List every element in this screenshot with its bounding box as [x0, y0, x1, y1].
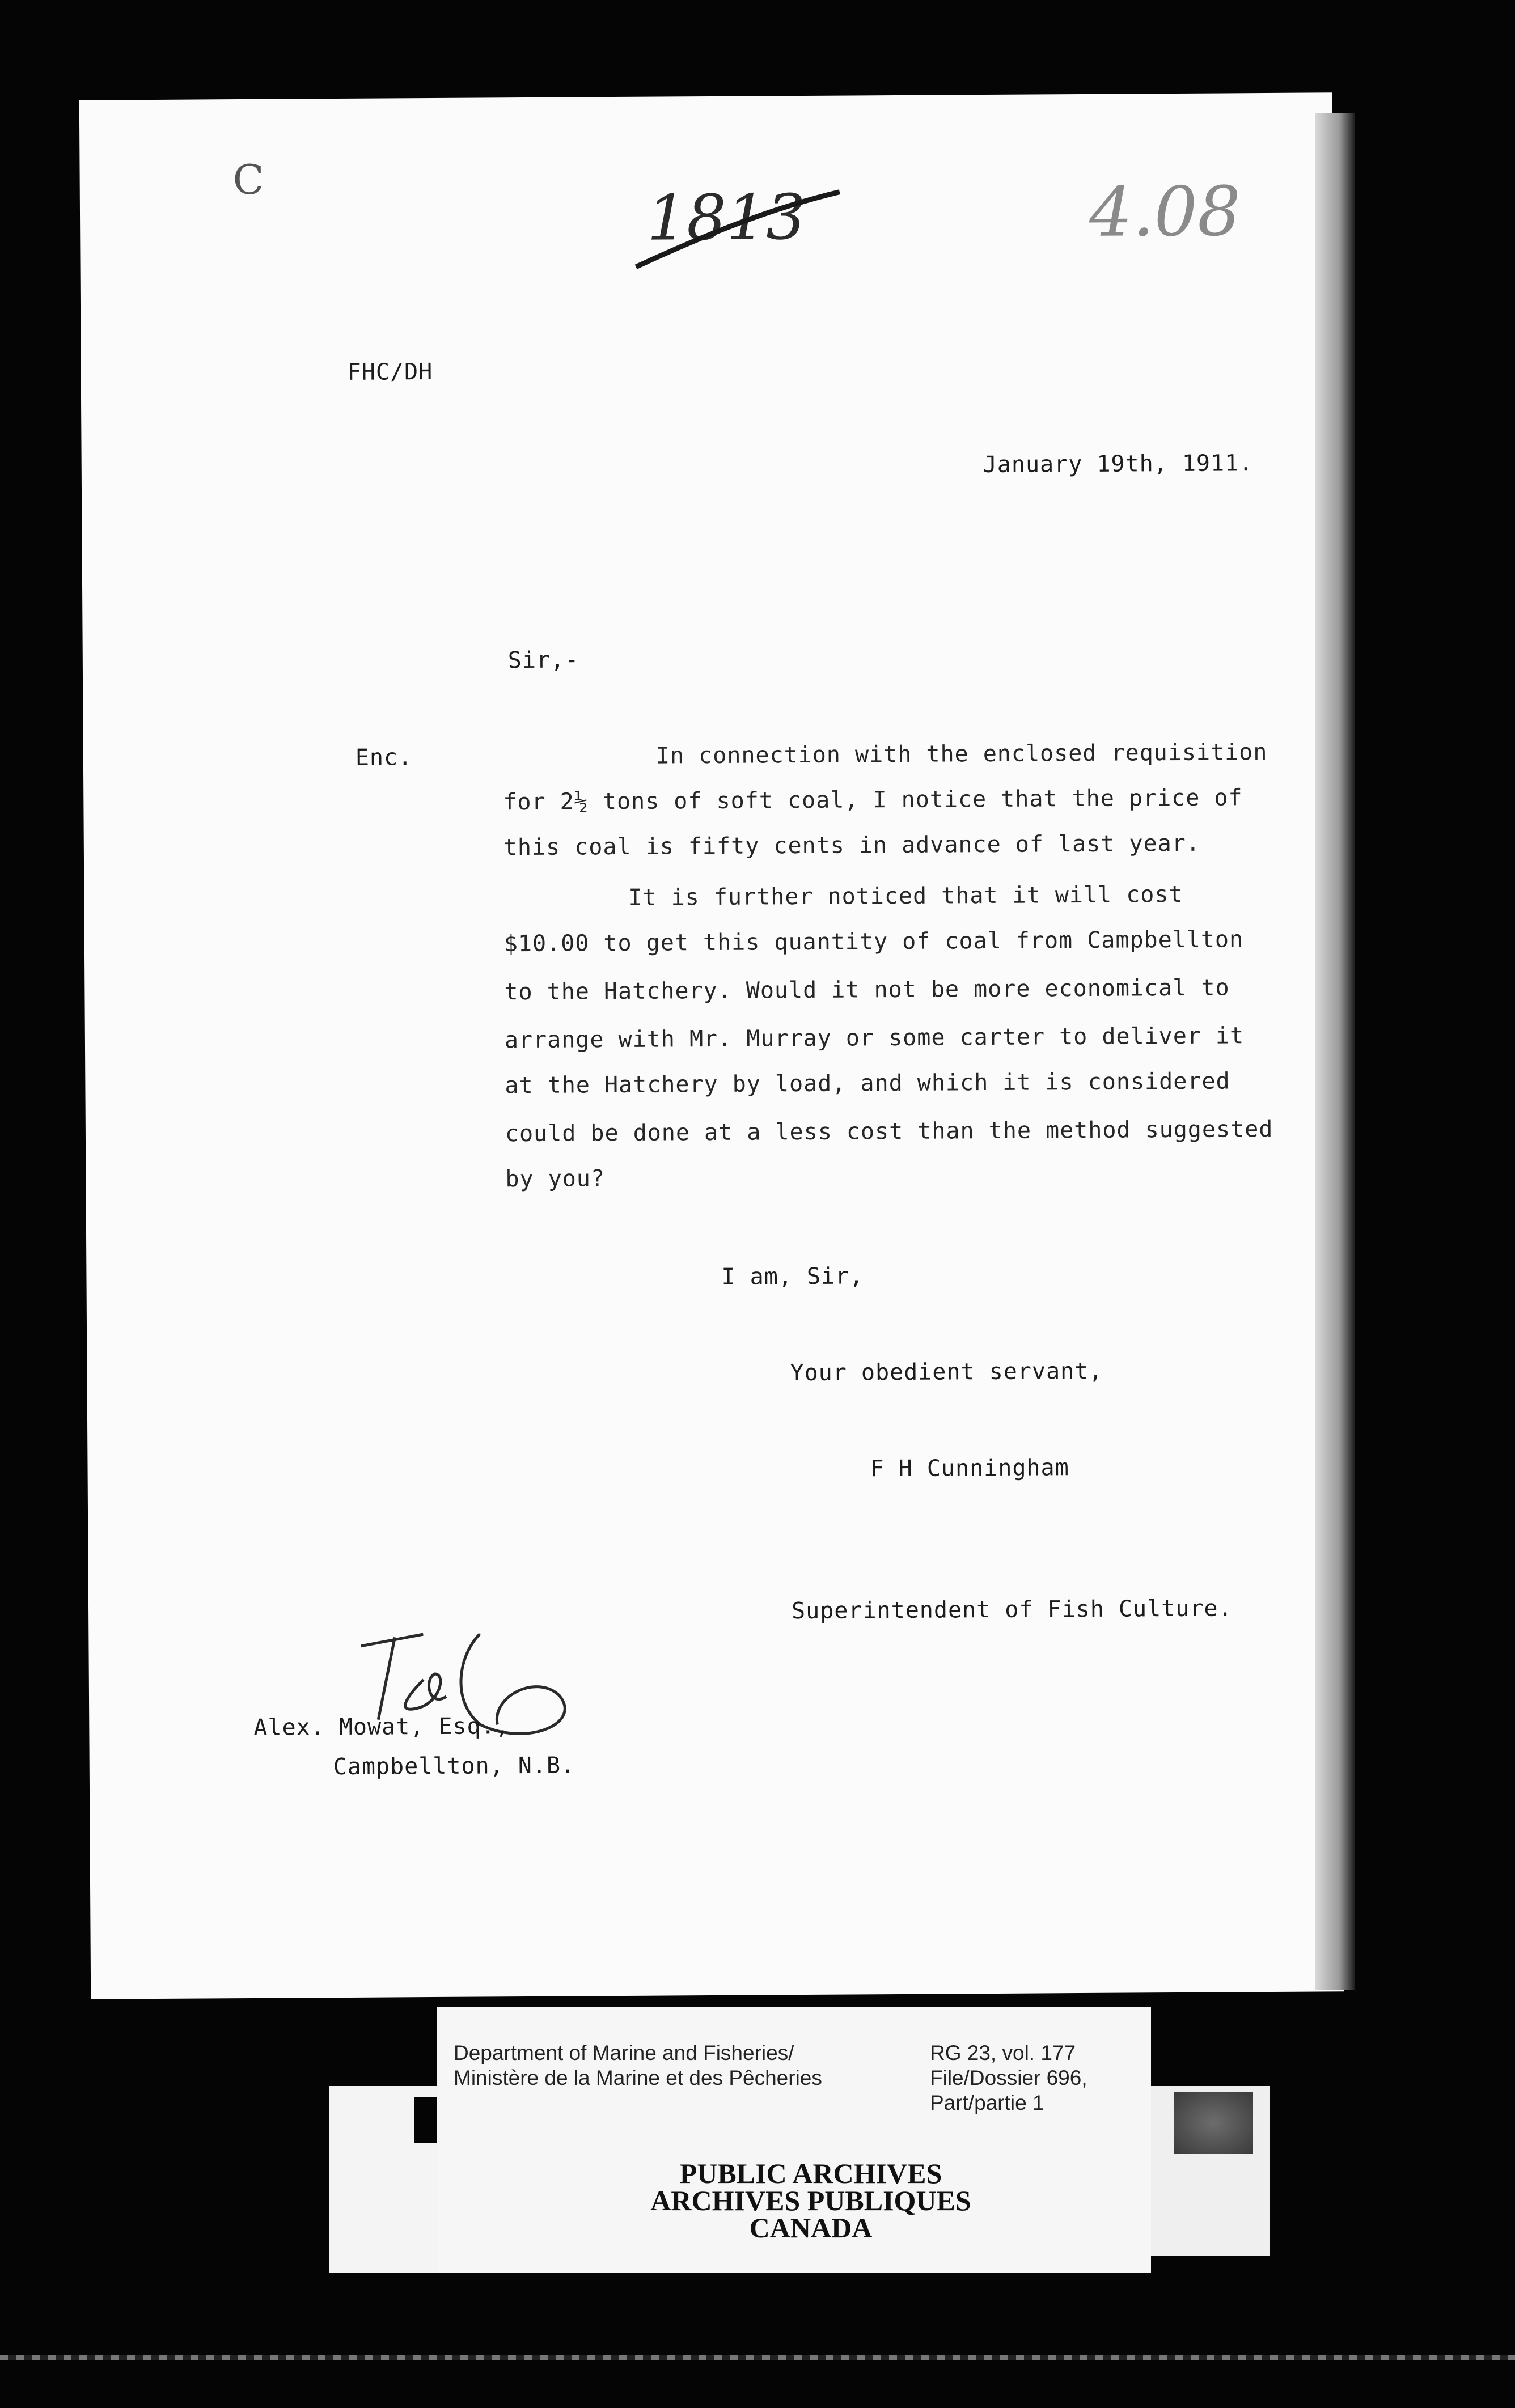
- label-card-notch: [414, 2097, 437, 2143]
- pencil-number: 4.08: [1089, 172, 1241, 252]
- body-line: at the Hatchery by load, and which it is considered: [505, 1068, 1230, 1099]
- archives-line-2: ARCHIVES PUBLIQUES: [650, 2185, 971, 2216]
- signer-title: Superintendent of Fish Culture.: [791, 1595, 1233, 1625]
- signer-name: F H Cunningham: [870, 1455, 1069, 1482]
- archives-line-3: CANADA: [749, 2212, 873, 2244]
- body-line: to the Hatchery. Would it not be more economical to: [504, 974, 1230, 1006]
- record-group: RG 23, vol. 177: [930, 2041, 1076, 2064]
- body-line: by you?: [505, 1165, 606, 1193]
- mark-c: C: [232, 155, 265, 204]
- page-edge-shadow: [1315, 113, 1355, 1990]
- strike-line: [630, 186, 846, 278]
- body-line: It is further noticed that it will cost: [628, 881, 1183, 911]
- film-edge-strip: [0, 2355, 1515, 2360]
- body-line: this coal is fifty cents in advance of last year.: [503, 830, 1201, 861]
- crossed-number-text: 1813: [646, 180, 806, 255]
- letter-date: January 19th, 1911.: [983, 450, 1254, 478]
- department-french: Ministère de la Marine et des Pêcheries: [454, 2066, 822, 2089]
- body-line: could be done at a less cost than the method suggested: [505, 1116, 1273, 1147]
- crossed-number: [647, 181, 806, 255]
- archives-line-1: PUBLIC ARCHIVES: [679, 2157, 942, 2189]
- closing: I am, Sir,: [721, 1263, 864, 1290]
- body-line: $10.00 to get this quantity of coal from Campbellton: [503, 926, 1244, 957]
- label-card-tab: [1174, 2092, 1253, 2154]
- body-line: In connection with the enclosed requisition: [655, 739, 1268, 769]
- addressee-place: Campbellton, N.B.: [333, 1752, 575, 1780]
- addressee-name: Alex. Mowat, Esq.,: [253, 1713, 510, 1741]
- enclosure-note: Enc.: [355, 744, 413, 771]
- file-dossier: File/Dossier 696,: [930, 2066, 1087, 2089]
- body-line: for 2½ tons of soft coal, I notice that the price of: [503, 785, 1243, 816]
- part-partie: Part/partie 1: [930, 2091, 1044, 2114]
- document-page: [79, 92, 1344, 1999]
- department-english: Department of Marine and Fisheries/: [454, 2041, 794, 2064]
- reference-code: FHC/DH: [347, 358, 433, 385]
- valediction: Your obedient servant,: [790, 1358, 1103, 1387]
- salutation: Sir,-: [507, 647, 579, 674]
- archives-stamp: [578, 2157, 1043, 2244]
- body-line: arrange with Mr. Murray or some carter to deliver it: [504, 1023, 1245, 1054]
